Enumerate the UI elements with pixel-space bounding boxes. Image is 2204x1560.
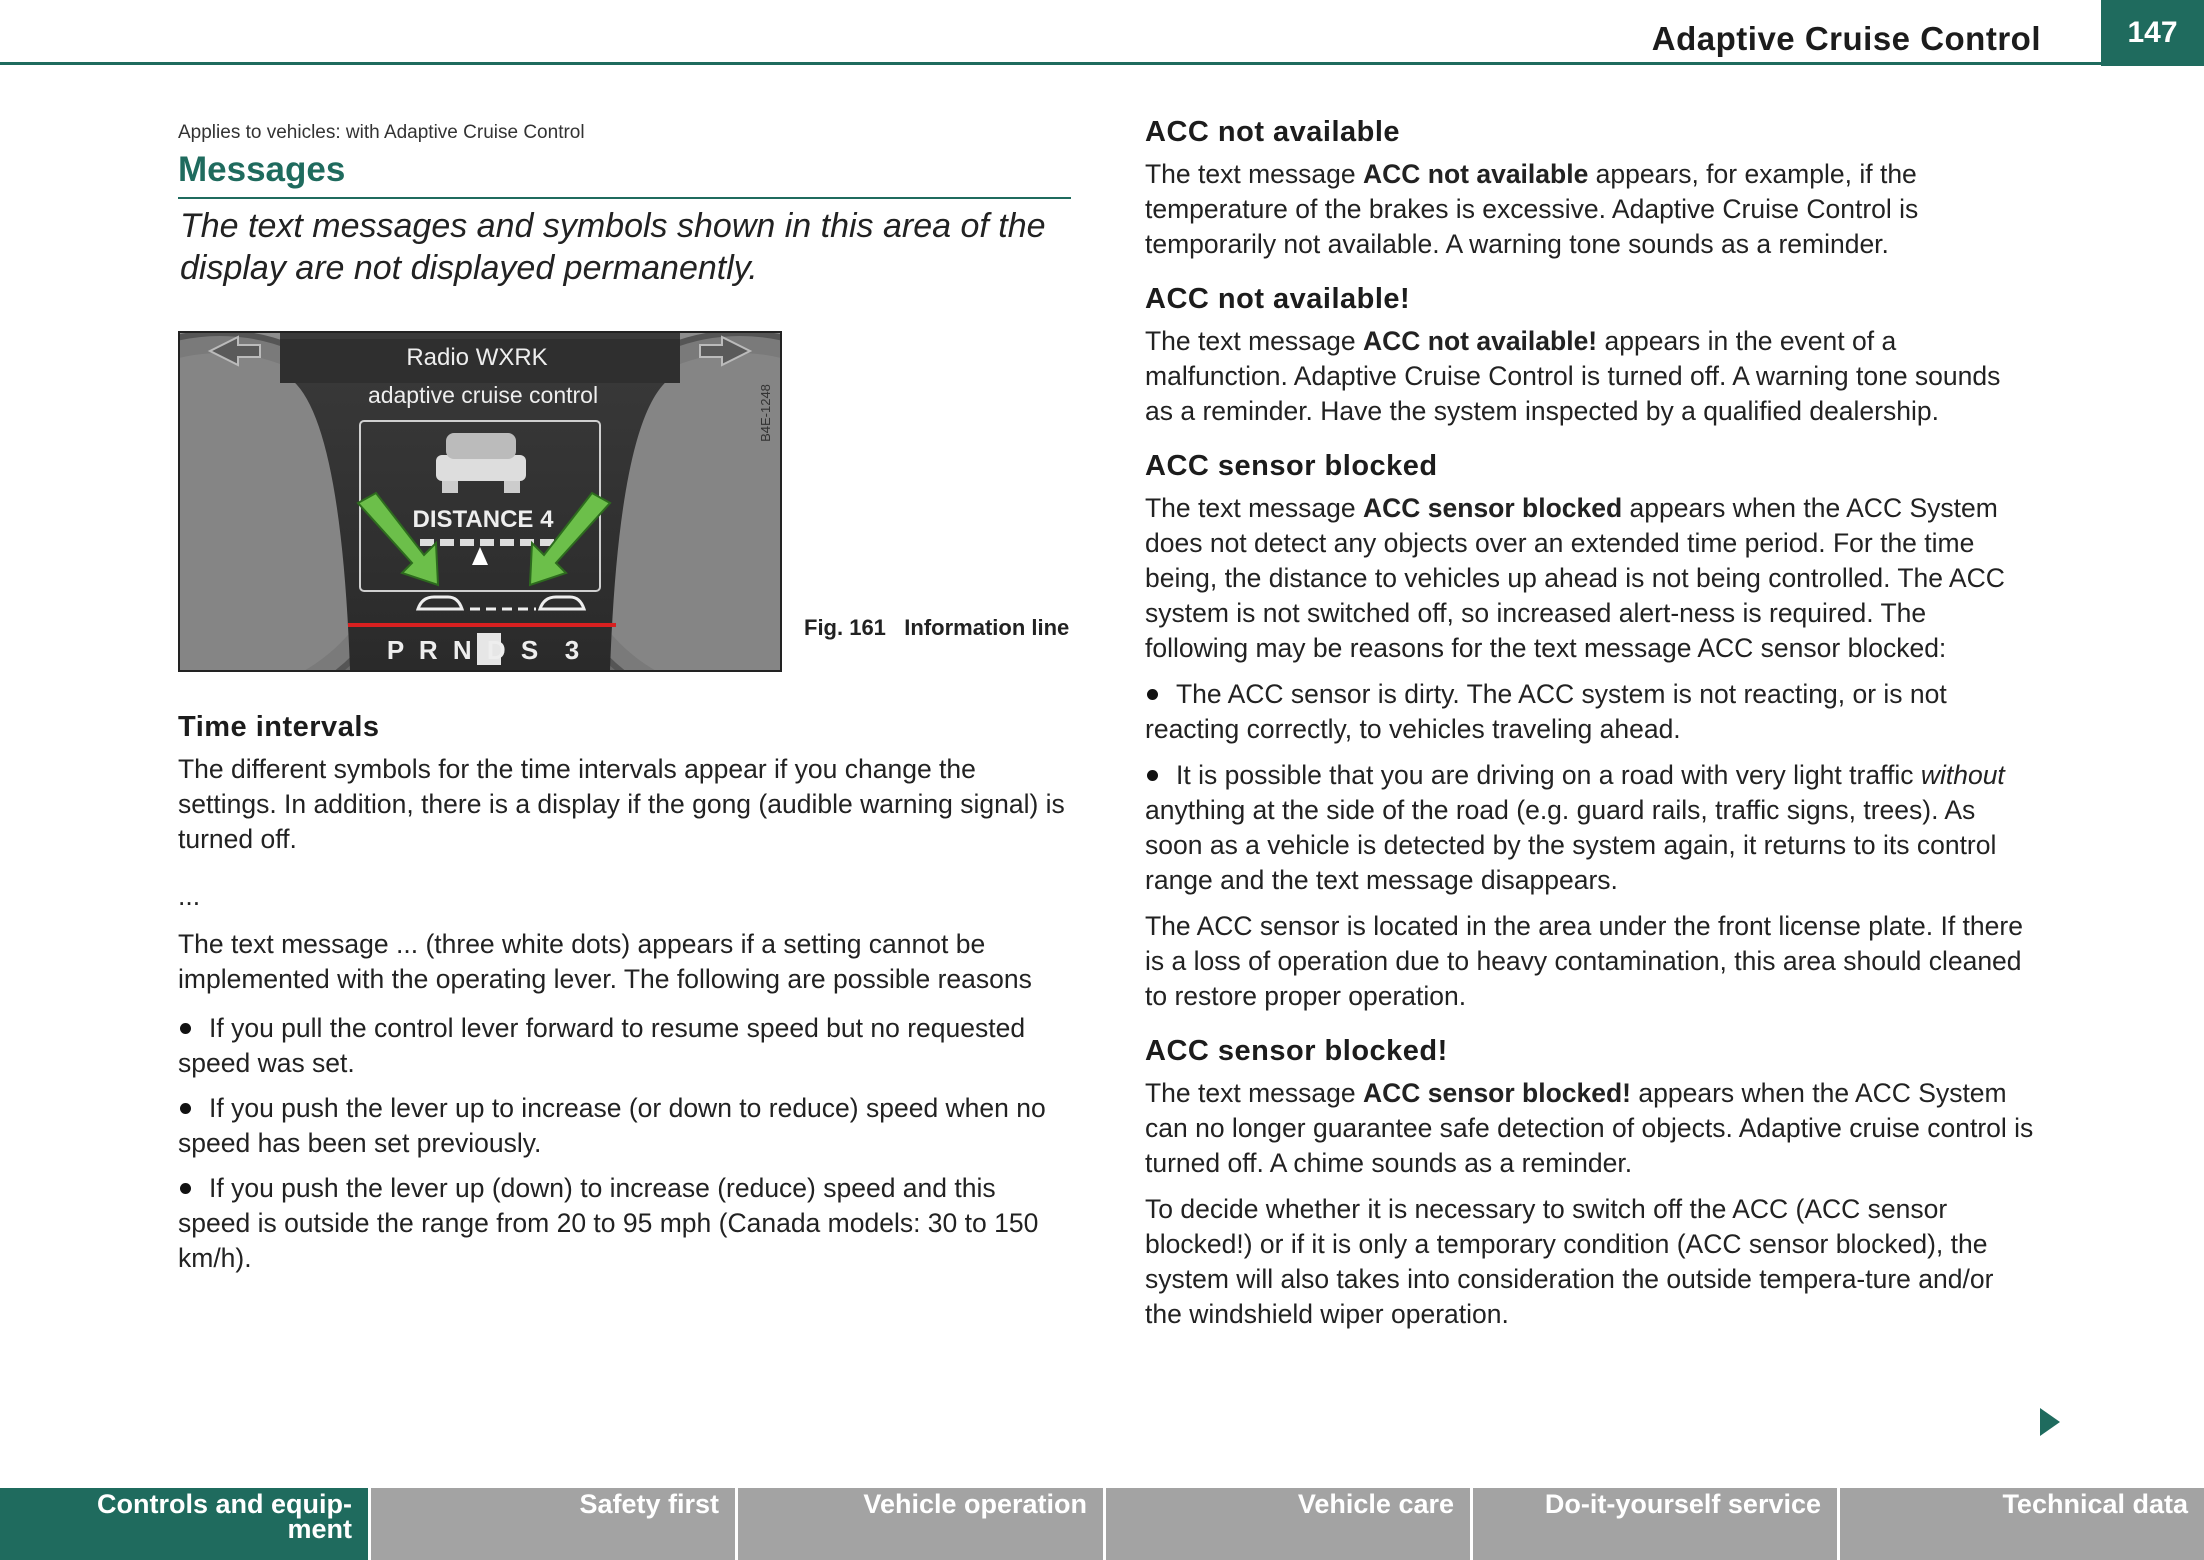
section-rule [178,197,1071,199]
tab-controls-and-equipment[interactable]: Controls and equip-ment [0,1488,371,1560]
footer-nav [0,1488,2204,1560]
chapter-title: Adaptive Cruise Control [1651,20,2041,57]
list-item: If you pull the control lever forward to resume speed but no requested speed was set. [178,1013,1026,1078]
tab-do-it-yourself-service[interactable]: Do-it-yourself service [1473,1488,1840,1560]
tab-safety-first[interactable]: Safety first [371,1488,738,1560]
tab-vehicle-care[interactable]: Vehicle care [1106,1488,1473,1560]
figure-caption-text: Information line [904,615,1070,640]
list-item: The ACC sensor is dirty. The ACC system is not reacting, or is not reacting correctly, to vehicles traveling ahead. [1145,679,1947,744]
list-item: It is possible that you are driving on a road with very light traffic without anything at the side of the road (e.g. guard rails, traffic signs, trees). As soon as a vehicle is detected by the system again, it returns to its control range and the text message disappears. [1145,760,2005,895]
acc-not-available-heading: ACC not available [1145,116,1401,148]
acc-not-available-excl-para: The text message ACC not available! appears in the event of a malfunction. Adaptive Cruise Control is turned off. A warning tone sounds as a reminder. Have the system inspected by a qualified dealership. [1145,326,2001,426]
acc-not-available-excl-heading: ACC not available! [1145,283,1411,315]
figure-caption-number: Fig. 161 [804,615,886,640]
acc-sensor-blocked-heading: ACC sensor blocked [1145,450,1438,482]
dots-symbol: ... [178,881,201,911]
tab-technical-data[interactable]: Technical data [1840,1488,2204,1560]
acc-sensor-blocked-para: The text message ACC sensor blocked appears when the ACC System does not detect any objects over an extended time period. For the time being, the distance to vehicles up ahead is not being controlled. The ACC system is not switched off, so increased alert-ness is required. The following may be reasons for the text message ACC sensor blocked: [1145,493,2005,663]
acc-not-available-para: The text message ACC not available appears, for example, if the temperature of the brakes is excessive. Adaptive Cruise Control is temporarily not available. A warning tone sounds as a reminder. [1145,159,1919,259]
applies-note: Applies to vehicles: with Adaptive Cruise Control [178,122,585,143]
display-radio-text: Radio WXRK [406,344,548,371]
instrument-cluster-illustration [180,333,780,670]
acc-sensor-blocked-excl-heading: ACC sensor blocked! [1145,1035,1448,1067]
section-intro: The text messages and symbols shown in this area of the display are not displayed permanently. [180,207,1046,287]
list-item: If you push the lever up (down) to increase (reduce) speed and this speed is outside the range from 20 to 95 mph (Canada models: 30 to 150 km/h). [178,1173,1039,1273]
figure-caption [804,614,1094,642]
acc-sensor-location-para: The ACC sensor is located in the area under the front license plate. If there is a loss of operation due to heavy contamination, this area should cleaned to restore proper operation. [1145,911,2023,1011]
section-title: Messages [178,150,346,189]
display-acc-text: adaptive cruise control [367,382,599,408]
right-column [1145,116,2035,1332]
tab-vehicle-operation[interactable]: Vehicle operation [738,1488,1106,1560]
figure-code: B4E-1248 [758,384,773,442]
figure-161 [178,331,782,672]
continue-arrow-icon [2040,1408,2060,1436]
time-intervals-para: The different symbols for the time intervals appear if you change the settings. In addition, there is a display if the gong (audible warning signal) is turned off. [178,754,1065,854]
acc-decision-para: To decide whether it is necessary to switch off the ACC (ACC sensor blocked!) or if it is only a temporary condition (ACC sensor blocked), the system will also takes into consideration the outside tempera-ture and/or the windshield wiper operation. [1145,1194,1994,1329]
gear-indicator: P R N D S 3 [386,635,584,665]
dots-para: The text message ... (three white dots) appears if a setting cannot be implemented with the operating lever. The following are possible reasons [178,929,1032,994]
time-intervals-heading: Time intervals [178,711,380,743]
acc-sensor-blocked-excl-para: The text message ACC sensor blocked! appears when the ACC System can no longer guarantee safe detection of objects. Adaptive cruise control is turned off. A chime sounds as a reminder. [1145,1078,2034,1178]
page-number: 147 [2101,0,2204,66]
display-distance-text: DISTANCE 4 [412,506,554,533]
header-rule [0,62,2204,65]
red-status-line [348,623,616,627]
list-item: If you push the lever up to increase (or down to reduce) speed when no speed has been set previously. [178,1093,1046,1158]
time-intervals-section [178,711,1073,1276]
